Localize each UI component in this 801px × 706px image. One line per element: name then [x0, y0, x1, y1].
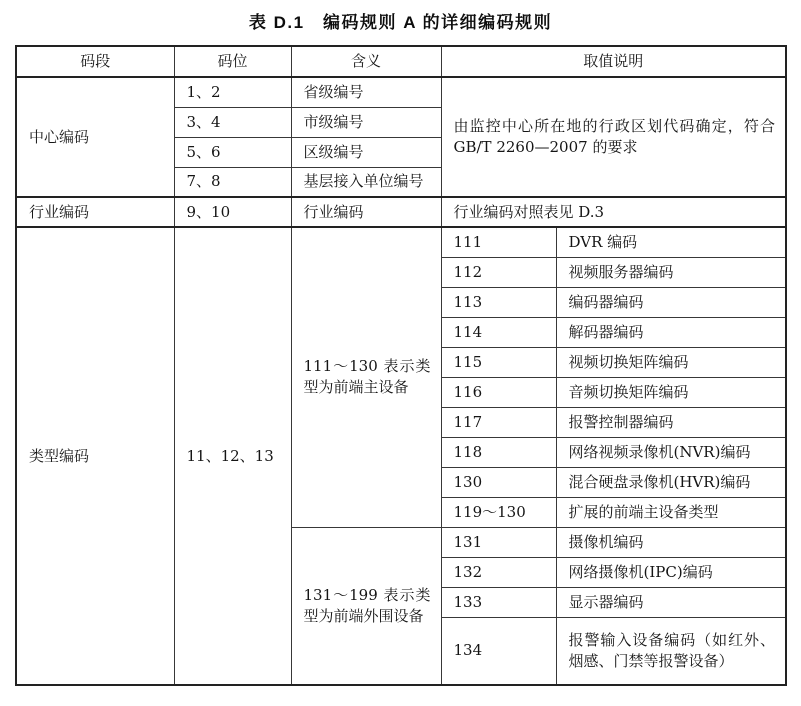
cell-center-value-note: 由监控中心所在地的行政区划代码确定，符合 GB/T 2260—2007 的要求	[441, 77, 786, 197]
cell-type-code: 118	[441, 437, 556, 467]
cell-type-pos: 11、12、13	[174, 227, 291, 685]
cell-type-desc: 编码器编码	[556, 287, 786, 317]
cell-meaning: 市级编号	[291, 107, 441, 137]
cell-type-desc: 报警控制器编码	[556, 407, 786, 437]
cell-meaning: 基层接入单位编号	[291, 167, 441, 197]
cell-type-code: 116	[441, 377, 556, 407]
cell-type-code: 111	[441, 227, 556, 257]
column-header-meaning: 含义	[291, 46, 441, 77]
cell-type-desc: 显示器编码	[556, 587, 786, 617]
cell-pos: 5、6	[174, 137, 291, 167]
column-header-value: 取值说明	[441, 46, 786, 77]
cell-type-code: 112	[441, 257, 556, 287]
cell-type-code: 117	[441, 407, 556, 437]
cell-main-group-meaning: 111～130 表示类型为前端主设备	[291, 227, 441, 527]
table-header-row	[16, 46, 786, 77]
column-header-position: 码位	[174, 46, 291, 77]
cell-type-desc: 视频切换矩阵编码	[556, 347, 786, 377]
cell-pos: 1、2	[174, 77, 291, 107]
cell-type-code: 130	[441, 467, 556, 497]
cell-type-code: 114	[441, 317, 556, 347]
cell-type-desc: 音频切换矩阵编码	[556, 377, 786, 407]
cell-type-code: 133	[441, 587, 556, 617]
table-row	[16, 197, 786, 227]
cell-type-code: 134	[441, 617, 556, 685]
cell-type-desc: 视频服务器编码	[556, 257, 786, 287]
cell-type-code: 113	[441, 287, 556, 317]
table-row	[16, 227, 786, 257]
cell-type-code: 115	[441, 347, 556, 377]
cell-meaning: 省级编号	[291, 77, 441, 107]
cell-type-desc: 报警输入设备编码（如红外、烟感、门禁等报警设备）	[556, 617, 786, 685]
cell-segment-center: 中心编码	[16, 77, 174, 197]
cell-type-desc: 摄像机编码	[556, 527, 786, 557]
cell-pos: 3、4	[174, 107, 291, 137]
cell-type-code: 119～130	[441, 497, 556, 527]
cell-type-code: 131	[441, 527, 556, 557]
cell-type-desc: DVR 编码	[556, 227, 786, 257]
coding-rules-table	[15, 45, 787, 686]
table-row	[16, 77, 786, 107]
cell-segment-industry: 行业编码	[16, 197, 174, 227]
cell-meaning: 区级编号	[291, 137, 441, 167]
cell-type-desc: 网络摄像机(IPC)编码	[556, 557, 786, 587]
cell-type-code: 132	[441, 557, 556, 587]
cell-type-desc: 扩展的前端主设备类型	[556, 497, 786, 527]
cell-pos: 9、10	[174, 197, 291, 227]
cell-type-desc: 网络视频录像机(NVR)编码	[556, 437, 786, 467]
cell-peripheral-group-meaning: 131～199 表示类型为前端外围设备	[291, 527, 441, 685]
cell-industry-value-note: 行业编码对照表见 D.3	[441, 197, 786, 227]
cell-pos: 7、8	[174, 167, 291, 197]
column-header-segment: 码段	[16, 46, 174, 77]
cell-segment-type: 类型编码	[16, 227, 174, 685]
cell-meaning: 行业编码	[291, 197, 441, 227]
table-caption: 表 D.1 编码规则 A 的详细编码规则	[248, 13, 553, 32]
cell-type-desc: 混合硬盘录像机(HVR)编码	[556, 467, 786, 497]
cell-type-desc: 解码器编码	[556, 317, 786, 347]
